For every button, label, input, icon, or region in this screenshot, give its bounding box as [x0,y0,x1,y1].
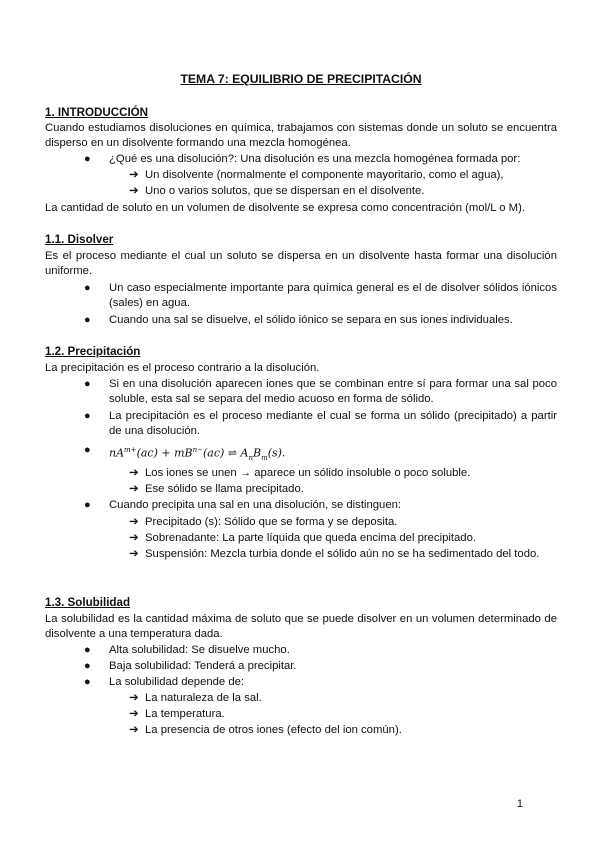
arrow-item: ➔ Un disolvente (normalmente el componente mayoritario, como el agua), [129,168,557,183]
arrow-icon: ➔ [129,692,139,704]
section-heading-precipitacion: 1.2. Precipitación [45,345,141,358]
paragraph: La solubilidad es la cantidad máxima de soluto que se puede disolver en un volumen determinado de disolvente a una temperatura dada. [45,613,557,641]
arrow-icon: ➔ [129,532,139,544]
arrow-item: ➔ Sobrenadante: La parte líquida que queda encima del precipitado. [129,531,557,546]
arrow-item: ➔ La presencia de otros iones (efecto del ion común). [129,723,557,738]
section-heading-solubilidad: 1.3. Solubilidad [45,596,131,609]
arrow-icon: ➔ [129,708,139,720]
arrow-item: ➔ Uno o varios solutos, que se dispersan en el disolvente. [129,184,557,199]
bullet-item: ● La solubilidad depende de: [89,675,557,690]
bullet-icon: ● [84,378,91,390]
bullet-icon: ● [84,676,91,688]
arrow-icon: ➔ [129,724,139,736]
page-number: 1 [516,798,523,810]
bullet-item: ● Un caso especialmente importante para química general es el de disolver sólidos iónicos (sales) en agua. [84,282,557,310]
arrow-icon: ➔ [129,516,139,528]
arrow-item: ➔ Los iones se unen → aparece un sólido insoluble o poco soluble. [129,466,557,481]
bullet-item: ● Cuando precipita una sal en una disolución, se distinguen: [89,498,557,513]
arrow-icon: ➔ [129,467,139,479]
bullet-item-equation [84,443,557,466]
paragraph: La cantidad de soluto en un volumen de disolvente se expresa como concentración (mol/L o M). [45,202,525,214]
bullet-icon: ● [84,660,91,672]
bullet-item: ● Cuando una sal se disuelve, el sólido iónico se separa en sus iones individuales. [89,313,557,328]
bullet-item: ● La precipitación es el proceso mediante el cual se forma un sólido (precipitado) a partir de una disolución. [84,410,557,438]
paragraph: La precipitación es el proceso contrario a la disolución. [45,362,320,374]
precipitation-equation: $nA^{m+}(ac) + mB^{n-}(ac)$ ⇌ $A_nB_m(s)$. [109,446,286,462]
bullet-icon: ● [84,314,91,326]
document-title: TEMA 7: EQUILIBRIO DE PRECIPITACIÓN [180,72,422,86]
bullet-icon: ● [84,499,91,511]
bullet-item: ● Baja solubilidad: Tenderá a precipitar. [89,659,557,674]
bullet-icon: ● [84,444,91,456]
section-heading-introduccion: 1. INTRODUCCIÓN [45,106,149,119]
arrow-icon: ➔ [129,185,139,197]
arrow-item: ➔ Suspensión: Mezcla turbia donde el sólido aún no se ha sedimentado del todo. [129,547,557,562]
arrow-icon: ➔ [129,548,139,560]
paragraph: Cuando estudiamos disoluciones en química, trabajamos con sistemas donde un soluto se encuentra disperso en un disolvente formando una mezcla homogénea. [45,122,557,150]
section-heading-disolver: 1.1. Disolver [45,233,114,246]
paragraph: Es el proceso mediante el cual un soluto se dispersa en un disolvente hasta formar una disolución uniforme. [45,250,557,278]
bullet-item: ● Si en una disolución aparecen iones que se combinan entre sí para formar una sal poco soluble, esta sal se separa del medio acuoso en forma de sólido. [84,378,557,406]
arrow-item: ➔ Precipitado (s): Sólido que se forma y se deposita. [129,515,557,530]
bullet-icon: ● [84,410,91,422]
arrow-icon: ➔ [129,483,139,495]
bullet-icon: ● [84,153,91,165]
arrow-item: ➔ La naturaleza de la sal. [129,691,557,706]
arrow-icon: ➔ [129,169,139,181]
bullet-item: ● Alta solubilidad: Se disuelve mucho. [89,643,557,658]
bullet-item: ● ¿Qué es una disolución?: Una disolución es una mezcla homogénea formada por: [89,152,557,167]
bullet-icon: ● [84,282,91,294]
arrow-item: ➔ La temperatura. [129,707,557,722]
arrow-item: ➔ Ese sólido se llama precipitado. [129,482,557,497]
bullet-icon: ● [84,644,91,656]
